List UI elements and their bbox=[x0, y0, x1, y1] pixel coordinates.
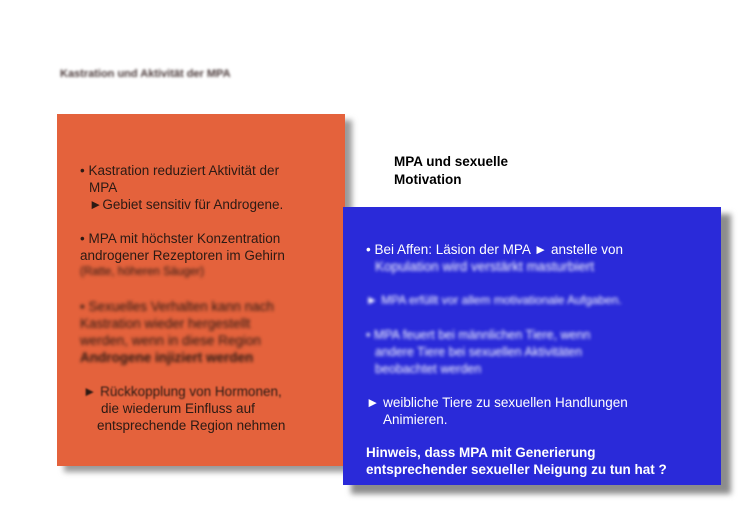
point4-line3: entsprechende Region nehmen bbox=[97, 418, 286, 433]
point2-line3: (Ratte, höheren Säuger) bbox=[80, 266, 205, 278]
point4-line1: ► Rückkopplung von Hormonen, bbox=[83, 384, 282, 399]
point1-line1: • Kastration reduziert Aktivität der bbox=[80, 163, 280, 178]
note-line2: entsprechender sexueller Neigung zu tun hat ? bbox=[366, 462, 667, 477]
point2-line2: androgener Rezeptoren im Gehirn bbox=[80, 248, 285, 263]
point3-line2: Kastration wieder hergestellt bbox=[80, 316, 251, 331]
note-line1: Hinweis, dass MPA mit Generierung bbox=[366, 445, 596, 460]
red-content-card bbox=[57, 114, 345, 466]
r-point4-line2: Animieren. bbox=[383, 412, 448, 427]
r-point1-line1: • Bei Affen: Läsion der MPA ► anstelle von bbox=[366, 242, 623, 257]
right-heading-line1: MPA und sexuelle bbox=[394, 154, 509, 169]
right-heading-line2: Motivation bbox=[394, 172, 462, 187]
r-point3-line3: beobachtet werden bbox=[375, 362, 482, 376]
point1-line2: MPA bbox=[89, 180, 118, 195]
point2-line1: • MPA mit höchster Konzentration bbox=[80, 231, 281, 246]
right-heading bbox=[394, 153, 508, 189]
r-point2: ► MPA erfüllt vor allem motivationale Aufgaben. bbox=[366, 293, 622, 307]
r-point3-line2: andere Tiere bei sexuellen Aktivitäten bbox=[375, 345, 583, 359]
r-point1-line2: Kopulation wird verstärkt masturbiert bbox=[375, 259, 595, 274]
point3-line3: werden, wenn in diese Region bbox=[80, 333, 261, 348]
point4-line2: die wiederum Einfluss auf bbox=[101, 401, 255, 416]
r-point3-line1: • MPA feuert bei männlichen Tiere, wenn bbox=[366, 328, 591, 342]
point3-line4: Androgene injiziert werden bbox=[80, 350, 254, 365]
blue-content-card bbox=[343, 207, 721, 485]
slide-title: Kastration und Aktivität der MPA bbox=[60, 68, 231, 80]
point3-line1: • Sexuelles Verhalten kann nach bbox=[80, 299, 274, 314]
point1-sub: ►Gebiet sensitiv für Androgene. bbox=[89, 197, 284, 212]
r-point4-line1: ► weibliche Tiere zu sexuellen Handlungen bbox=[366, 395, 628, 410]
